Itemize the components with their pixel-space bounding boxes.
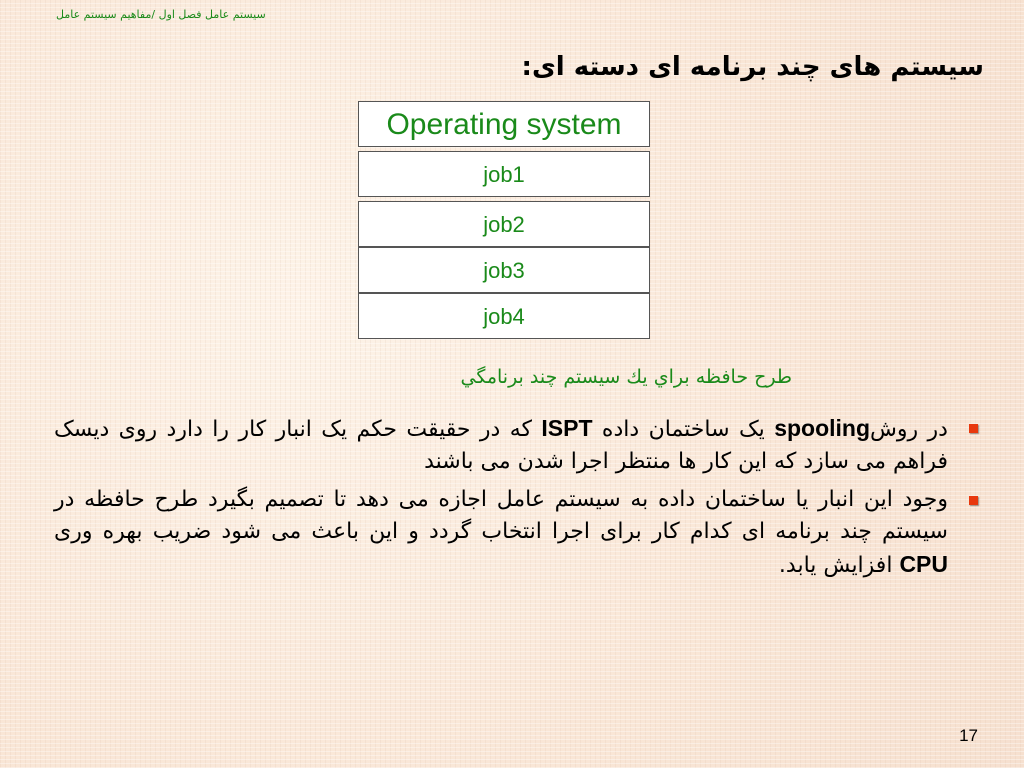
term-cpu: CPU [899,551,948,577]
square-bullet-icon [969,496,978,505]
bullet-item [54,484,984,582]
page-number: 17 [959,726,978,745]
memory-block-job4: job4 [358,293,650,339]
slide-title: سیستم های چند برنامه ای دسته ای: [521,52,984,82]
memory-block-job2: job2 [358,201,650,247]
bullet-item [54,412,984,478]
memory-block-os: Operating system [358,101,650,147]
bullet-text: یک ساختمان داده [592,417,775,442]
header-note: سیستم عامل فصل اول /مفاهیم سیستم عامل [56,8,266,21]
square-bullet-icon [969,424,978,433]
diagram-caption: طرح حافظه براي يك سيستم چند برنامگي [460,366,792,388]
memory-block-job1: job1 [358,151,650,197]
memory-block-job3: job3 [358,247,650,293]
bullet-text: در روش [870,417,948,442]
bullet-list [54,412,984,588]
bullet-text: افزایش یابد. [778,553,900,578]
memory-layout-diagram [358,101,650,339]
term-ispt: ISPT [541,415,593,441]
bullet-text: وجود این انبار یا ساختمان داده به سیستم عامل اجازه می دهد تا تصمیم بگیرد طرح حافظه در سیستم چند برنامه ای کدام کار برای اجرا انتخاب گردد و این باعث می شود ضریب بهره وری [54,487,948,544]
term-spooling: spooling [774,415,871,441]
bullet-text: که در حقیقت حکم یک انبار کار را دارد روی دیسک فراهم می سازد که این کار ها منتظر اجرا شدن می باشند [54,417,948,474]
